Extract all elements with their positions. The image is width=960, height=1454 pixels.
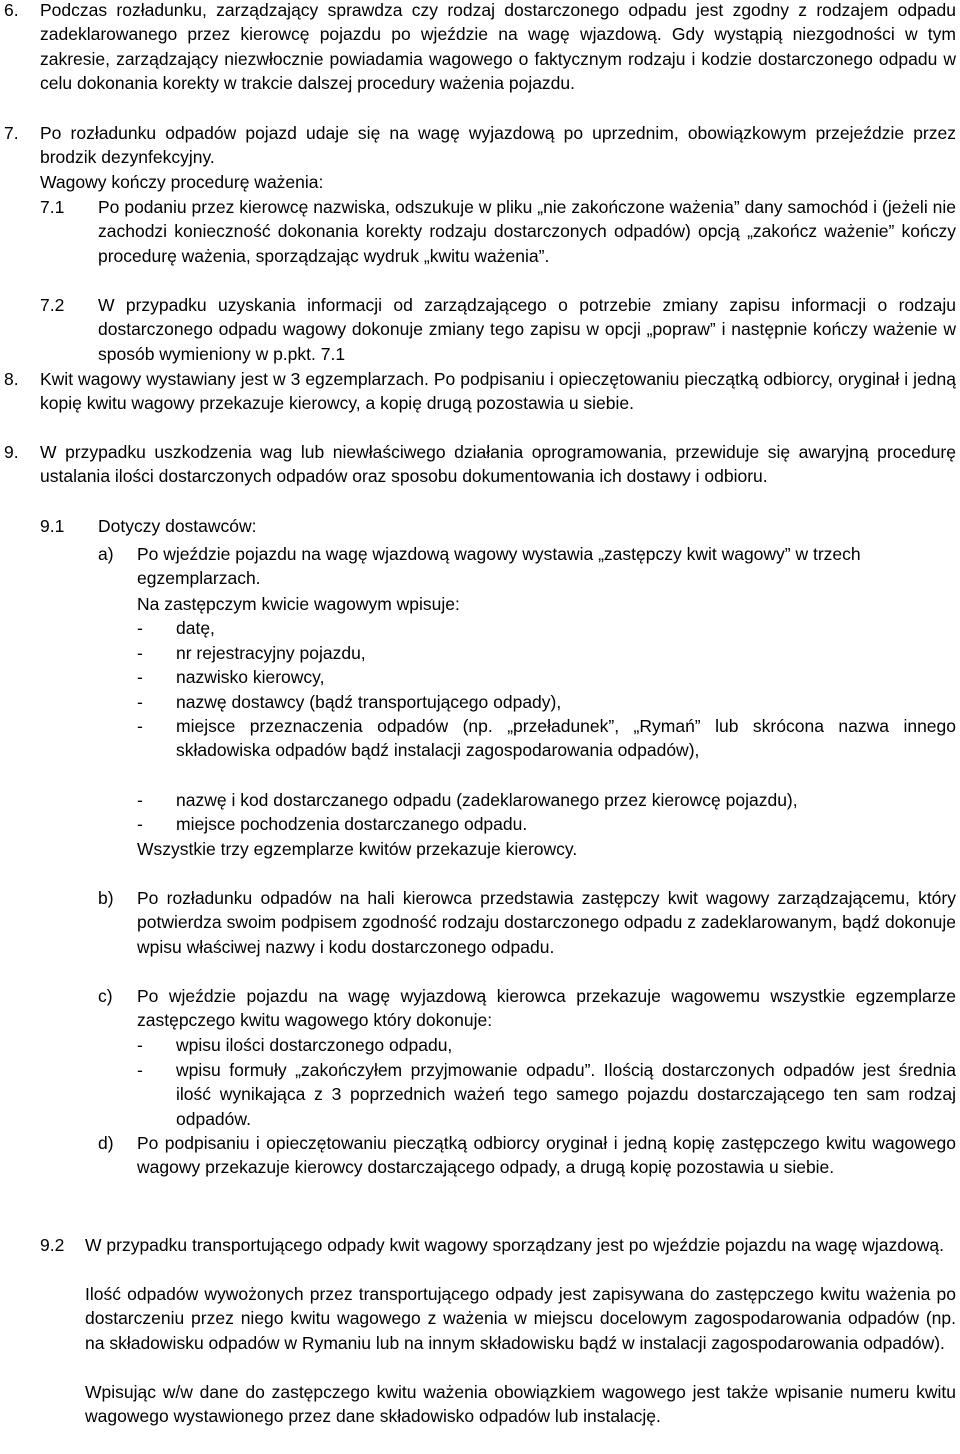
item-letter-c: c) xyxy=(98,986,113,1006)
list-dash: - xyxy=(137,814,143,834)
item-letter-a: a) xyxy=(98,544,114,564)
list-item-a-4: nazwę dostawcy (bądź transportującego odpady), xyxy=(176,692,562,712)
list-item-c-2: wpisu formuły „zakończyłem przyjmowanie odpadu”. Ilością dostarczonych odpadów jest średnia ilość wynikająca z 3 poprzednich ważeń tego samego pojazdu dostarczającego ten sam rodzaj odpadów. xyxy=(176,1060,956,1129)
list-item-a-5: miejsce przeznaczenia odpadów (np. „przeładunek”, „Rymań” lub skrócona nazwa innego składowiska odpadów bądź instalacji zagospodarowania odpadów), xyxy=(176,716,956,761)
paragraph-9-2: W przypadku transportującego odpady kwit wagowy sporządzany jest po wjeździe pojazdu na wagę wjazdową. xyxy=(85,1235,944,1255)
paragraph-6: Podczas rozładunku, zarządzający sprawdza czy rodzaj dostarczonego odpadu jest zgodny z rodzajem odpadu zadeklarowanego przez kierowcę pojazdu po wjeździe na wagę wjazdową. Gdy wystąpią niezgodności w tym zakresie, zarządzający niezwłocznie powiadamia wagowego o faktycznym rodzaju i kodzie dostarczonego odpadu w celu dokonania korekty w trakcie dalszej procedury ważenia pojazdu. xyxy=(40,0,956,94)
paragraph-b: Po rozładunku odpadów na hali kierowca przedstawia zastępczy kwit wagowy zarządzającemu, który potwierdza swoim podpisem zgodność rodzaju dostarczonego odpadu z zadeklarowanym, bądź dokonuje wpisu właściwej nazwy i kodu dostarczonego odpadu. xyxy=(137,888,956,957)
list-dash: - xyxy=(137,1035,143,1055)
paragraph-9: W przypadku uszkodzenia wag lub niewłaściwego działania oprogramowania, przewiduje się awaryjną procedurę ustalania ilości dostarczonych odpadów oraz sposobu dokumentowania ich dostawy i odbioru. xyxy=(40,442,956,487)
paragraph-7: Po rozładunku odpadów pojazd udaje się na wagę wyjazdową po uprzednim, obowiązkowym przejeździe przez brodzik dezynfekcyjny. xyxy=(40,123,956,168)
item-number-7-1: 7.1 xyxy=(40,197,65,217)
paragraph-a-outro: Wszystkie trzy egzemplarze kwitów przekazuje kierowcy. xyxy=(137,839,578,859)
list-dash: - xyxy=(137,643,143,663)
item-number-9-2: 9.2 xyxy=(40,1235,65,1255)
item-number-9: 9. xyxy=(4,442,19,462)
paragraph-7-1: Po podaniu przez kierowcę nazwiska, odszukuje w pliku „nie zakończone ważenia” dany samochód i (jeżeli nie zachodzi konieczność dokonania korekty rodzaju dostarczonych odpadów) opcją „zakończ ważenie” kończy procedurę ważenia, sporządzając wydruk „kwitu ważenia”. xyxy=(98,197,956,266)
list-dash: - xyxy=(137,667,143,687)
list-item-a-7: miejsce pochodzenia dostarczanego odpadu. xyxy=(176,814,528,834)
list-item-c-1: wpisu ilości dostarczonego odpadu, xyxy=(176,1035,453,1055)
list-item-a-6: nazwę i kod dostarczanego odpadu (zadeklarowanego przez kierowcę pojazdu), xyxy=(176,790,798,810)
item-number-7-2: 7.2 xyxy=(40,295,65,315)
paragraph-7-intro: Wagowy kończy procedurę ważenia: xyxy=(40,172,324,192)
list-dash: - xyxy=(137,1060,143,1080)
list-dash: - xyxy=(137,716,143,736)
paragraph-a: Po wjeździe pojazdu na wagę wjazdową wagowy wystawia „zastępczy kwit wagowy” w trzech egzemplarzach. xyxy=(137,544,861,589)
list-dash: - xyxy=(137,618,143,638)
item-letter-d: d) xyxy=(98,1133,114,1153)
paragraph-8: Kwit wagowy wystawiany jest w 3 egzemplarzach. Po podpisaniu i opieczętowaniu pieczątką odbiorcy, oryginał i jedną kopię kwitu wagowy przekazuje kierowcy, a kopię drugą pozostawia u siebie. xyxy=(40,369,956,414)
list-item-a-2: nr rejestracyjny pojazdu, xyxy=(176,643,366,663)
item-number-9-1: 9.1 xyxy=(40,516,65,536)
list-dash: - xyxy=(137,790,143,810)
list-dash: - xyxy=(137,692,143,712)
item-number-8: 8. xyxy=(4,369,19,389)
paragraph-9-2-obligation: Wpisując w/w dane do zastępczego kwitu ważenia obowiązkiem wagowego jest także wpisanie numeru kwitu wagowego wystawionego przez dane składowisko odpadów lub instalację. xyxy=(85,1382,956,1427)
paragraph-7-2: W przypadku uzyskania informacji od zarządzającego o potrzebie zmiany zapisu informacji o rodzaju dostarczonego odpadu wagowy dokonuje zmiany tego zapisu w opcji „popraw” i następnie kończy ważenie w sposób wymieniony w p.pkt. 7.1 xyxy=(98,295,956,364)
list-item-a-1: datę, xyxy=(176,618,215,638)
item-number-7: 7. xyxy=(4,123,19,143)
paragraph-a-intro: Na zastępczym kwicie wagowym wpisuje: xyxy=(137,594,460,614)
item-number-6: 6. xyxy=(4,0,19,20)
paragraph-c: Po wjeździe pojazdu na wagę wyjazdową kierowca przekazuje wagowemu wszystkie egzemplarze zastępczego kwitu wagowego który dokonuje: xyxy=(137,986,956,1031)
item-letter-b: b) xyxy=(98,888,114,908)
paragraph-9-1: Dotyczy dostawców: xyxy=(98,516,257,536)
list-item-a-3: nazwisko kierowcy, xyxy=(176,667,325,687)
paragraph-d: Po podpisaniu i opieczętowaniu pieczątką odbiorcy oryginał i jedną kopię zastępczego kwitu wagowego wagowy przekazuje kierowcy dostarczającego odpady, a drugą kopię pozostawia u siebie. xyxy=(137,1133,956,1178)
paragraph-9-2-quantity: Ilość odpadów wywożonych przez transportującego odpady jest zapisywana do zastępczego kwitu ważenia po dostarczeniu przez niego kwitu wagowego z ważenia w miejscu docelowym zagospodarowania odpadów (np. na składowisku odpadów w Rymaniu lub na innym składowisku bądź w instalacji zagospodarowania odpadów). xyxy=(85,1284,956,1353)
